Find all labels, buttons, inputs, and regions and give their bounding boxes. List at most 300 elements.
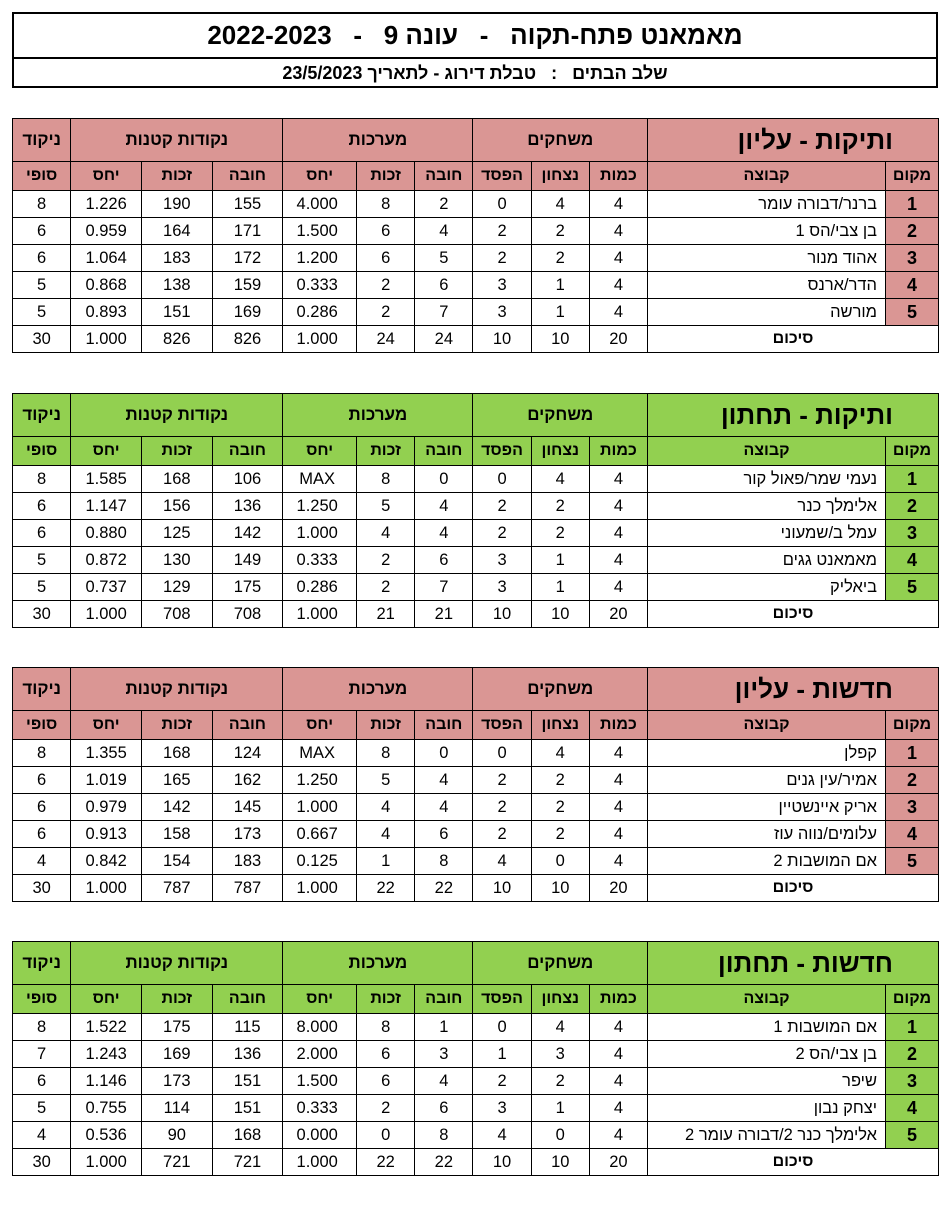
rank-cell: 3 xyxy=(886,520,939,547)
table-subheader-row xyxy=(13,711,939,740)
played-cell: 4 xyxy=(589,466,647,493)
sets-for-cell: 6 xyxy=(357,1068,415,1095)
final-score-cell: 6 xyxy=(13,218,71,245)
table-title: חדשות - עליון xyxy=(648,668,939,711)
sets-against-header: חובה xyxy=(415,437,473,466)
sets-ratio-cell: 0.286 xyxy=(283,574,357,601)
won-cell: 1 xyxy=(531,272,589,299)
points-for-cell: 173 xyxy=(141,1068,212,1095)
sets-against-header: חובה xyxy=(415,162,473,191)
lost-cell: 2 xyxy=(473,493,531,520)
played-header: כמות xyxy=(589,711,647,740)
won-cell: 2 xyxy=(531,245,589,272)
table-subheader-row xyxy=(13,162,939,191)
team-header: קבוצה xyxy=(648,985,886,1014)
sets-against-cell: 8 xyxy=(415,1122,473,1149)
points-ratio-cell: 1.522 xyxy=(71,1014,142,1041)
sets-for-cell: 5 xyxy=(357,767,415,794)
points-ratio-cell: 0.872 xyxy=(71,547,142,574)
lost-cell: 2 xyxy=(473,218,531,245)
rank-cell: 2 xyxy=(886,1041,939,1068)
table-subheader-row xyxy=(13,437,939,466)
score-header-top: ניקוד xyxy=(13,942,71,985)
points-against-cell: 142 xyxy=(212,520,283,547)
rank-cell: 3 xyxy=(886,1068,939,1095)
score-header-top: ניקוד xyxy=(13,119,71,162)
total-won-cell: 10 xyxy=(531,1149,589,1176)
lost-cell: 1 xyxy=(473,1041,531,1068)
points-for-cell: 175 xyxy=(141,1014,212,1041)
sets-against-cell: 6 xyxy=(415,821,473,848)
table-row xyxy=(13,466,939,493)
rank-cell: 5 xyxy=(886,299,939,326)
total-sets-ratio-cell: 1.000 xyxy=(283,326,357,353)
points-against-header: חובה xyxy=(212,711,283,740)
rank-cell: 5 xyxy=(886,848,939,875)
points-against-cell: 115 xyxy=(212,1014,283,1041)
table-row xyxy=(13,272,939,299)
final-score-cell: 5 xyxy=(13,272,71,299)
points-ratio-cell: 0.755 xyxy=(71,1095,142,1122)
sets-against-cell: 4 xyxy=(415,520,473,547)
final-score-cell: 5 xyxy=(13,1095,71,1122)
team-name: בן צבי/הס 1 xyxy=(648,218,886,245)
table-row xyxy=(13,821,939,848)
sets-ratio-header: יחס xyxy=(283,437,357,466)
sets-ratio-header: יחס xyxy=(283,162,357,191)
lost-header: הפסד xyxy=(473,437,531,466)
rank-cell: 4 xyxy=(886,1095,939,1122)
total-points-ratio-cell: 1.000 xyxy=(71,875,142,902)
sets-ratio-cell: 1.000 xyxy=(283,794,357,821)
sets-for-cell: 2 xyxy=(357,272,415,299)
total-final-score-cell: 30 xyxy=(13,601,71,628)
total-lost-cell: 10 xyxy=(473,326,531,353)
total-sets-against-cell: 22 xyxy=(415,1149,473,1176)
team-name: עמל ב/שמעוני xyxy=(648,520,886,547)
table-header-row xyxy=(13,668,939,711)
won-cell: 4 xyxy=(531,466,589,493)
team-name: ביאליק xyxy=(648,574,886,601)
table-row xyxy=(13,794,939,821)
standings-table xyxy=(12,393,939,628)
total-row xyxy=(13,326,939,353)
total-sets-ratio-cell: 1.000 xyxy=(283,601,357,628)
team-header: קבוצה xyxy=(648,437,886,466)
team-name: עלומים/נווה עוז xyxy=(648,821,886,848)
final-score-cell: 8 xyxy=(13,740,71,767)
table-title: ותיקות - עליון xyxy=(648,119,939,162)
total-points-against-cell: 826 xyxy=(212,326,283,353)
points-against-cell: 171 xyxy=(212,218,283,245)
sets-ratio-cell: 2.000 xyxy=(283,1041,357,1068)
points-for-cell: 142 xyxy=(141,794,212,821)
sets-against-cell: 4 xyxy=(415,493,473,520)
points-ratio-cell: 0.868 xyxy=(71,272,142,299)
won-header: נצחון xyxy=(531,162,589,191)
table-row xyxy=(13,218,939,245)
table-row xyxy=(13,245,939,272)
sets-ratio-cell: 0.286 xyxy=(283,299,357,326)
total-points-ratio-cell: 1.000 xyxy=(71,326,142,353)
lost-cell: 3 xyxy=(473,547,531,574)
team-name: בן צבי/הס 2 xyxy=(648,1041,886,1068)
sets-for-cell: 4 xyxy=(357,520,415,547)
team-name: הדר/ארנס xyxy=(648,272,886,299)
total-lost-cell: 10 xyxy=(473,875,531,902)
table-header-row xyxy=(13,394,939,437)
points-against-cell: 162 xyxy=(212,767,283,794)
points-against-cell: 151 xyxy=(212,1068,283,1095)
played-cell: 4 xyxy=(589,547,647,574)
total-row xyxy=(13,1149,939,1176)
team-name: אם המושבות 2 xyxy=(648,848,886,875)
points-ratio-cell: 0.536 xyxy=(71,1122,142,1149)
points-ratio-header: יחס xyxy=(71,985,142,1014)
team-header: קבוצה xyxy=(648,711,886,740)
sets-against-cell: 0 xyxy=(415,740,473,767)
sets-against-cell: 7 xyxy=(415,299,473,326)
sets-ratio-cell: 4.000 xyxy=(283,191,357,218)
won-cell: 2 xyxy=(531,794,589,821)
won-cell: 2 xyxy=(531,767,589,794)
points-ratio-cell: 1.147 xyxy=(71,493,142,520)
points-against-cell: 136 xyxy=(212,493,283,520)
sets-against-cell: 1 xyxy=(415,1014,473,1041)
points-ratio-cell: 0.842 xyxy=(71,848,142,875)
table-row xyxy=(13,493,939,520)
played-cell: 4 xyxy=(589,1122,647,1149)
sets-against-cell: 6 xyxy=(415,547,473,574)
points-against-cell: 183 xyxy=(212,848,283,875)
sets-against-cell: 4 xyxy=(415,794,473,821)
points-for-header: זכות xyxy=(141,437,212,466)
sets-for-cell: 4 xyxy=(357,821,415,848)
total-row xyxy=(13,875,939,902)
total-won-cell: 10 xyxy=(531,601,589,628)
final-score-cell: 5 xyxy=(13,547,71,574)
rank-cell: 1 xyxy=(886,191,939,218)
points-ratio-cell: 1.355 xyxy=(71,740,142,767)
sets-ratio-cell: 0.667 xyxy=(283,821,357,848)
lost-cell: 0 xyxy=(473,1014,531,1041)
total-lost-cell: 10 xyxy=(473,1149,531,1176)
lost-cell: 0 xyxy=(473,740,531,767)
final-score-cell: 4 xyxy=(13,848,71,875)
sets-against-cell: 5 xyxy=(415,245,473,272)
points-ratio-cell: 0.737 xyxy=(71,574,142,601)
table-title: חדשות - תחתון xyxy=(648,942,939,985)
total-sets-for-cell: 22 xyxy=(357,875,415,902)
points-against-cell: 151 xyxy=(212,1095,283,1122)
score-header-top: ניקוד xyxy=(13,394,71,437)
played-cell: 4 xyxy=(589,574,647,601)
final-score-cell: 6 xyxy=(13,821,71,848)
sets-ratio-cell: 1.250 xyxy=(283,493,357,520)
played-header: כמות xyxy=(589,437,647,466)
lost-cell: 3 xyxy=(473,272,531,299)
points-against-cell: 136 xyxy=(212,1041,283,1068)
rank-cell: 1 xyxy=(886,466,939,493)
sets-against-cell: 4 xyxy=(415,767,473,794)
points-for-cell: 130 xyxy=(141,547,212,574)
total-lost-cell: 10 xyxy=(473,601,531,628)
final-score-cell: 4 xyxy=(13,1122,71,1149)
sets-ratio-cell: 1.500 xyxy=(283,1068,357,1095)
played-cell: 4 xyxy=(589,218,647,245)
sets-ratio-cell: MAX xyxy=(283,740,357,767)
team-name: אהוד מנור xyxy=(648,245,886,272)
won-cell: 0 xyxy=(531,1122,589,1149)
points-ratio-cell: 0.913 xyxy=(71,821,142,848)
played-cell: 4 xyxy=(589,767,647,794)
total-final-score-cell: 30 xyxy=(13,326,71,353)
sets-for-header: זכות xyxy=(357,162,415,191)
page-title: מאמאנט פתח-תקוה - עונה 9 - 2022-2023 xyxy=(12,12,938,59)
table-header-row xyxy=(13,942,939,985)
lost-cell: 2 xyxy=(473,1068,531,1095)
points-for-cell: 164 xyxy=(141,218,212,245)
games-group-header: משחקים xyxy=(473,394,648,437)
place-header: מקום xyxy=(886,985,939,1014)
points-against-cell: 145 xyxy=(212,794,283,821)
sets-for-header: זכות xyxy=(357,437,415,466)
sets-for-cell: 8 xyxy=(357,191,415,218)
points-against-header: חובה xyxy=(212,162,283,191)
points-group-header: נקודות קטנות xyxy=(71,942,283,985)
final-score-cell: 6 xyxy=(13,493,71,520)
sets-for-cell: 6 xyxy=(357,218,415,245)
points-against-cell: 149 xyxy=(212,547,283,574)
sets-for-cell: 2 xyxy=(357,299,415,326)
table-row xyxy=(13,767,939,794)
sets-ratio-cell: 1.000 xyxy=(283,520,357,547)
total-final-score-cell: 30 xyxy=(13,875,71,902)
points-against-cell: 172 xyxy=(212,245,283,272)
sets-for-cell: 8 xyxy=(357,1014,415,1041)
table-row xyxy=(13,520,939,547)
lost-cell: 2 xyxy=(473,520,531,547)
total-label: סיכום xyxy=(648,875,939,902)
final-score-cell: 6 xyxy=(13,794,71,821)
sets-ratio-cell: MAX xyxy=(283,466,357,493)
total-sets-ratio-cell: 1.000 xyxy=(283,1149,357,1176)
points-for-cell: 114 xyxy=(141,1095,212,1122)
lost-cell: 4 xyxy=(473,1122,531,1149)
place-header: מקום xyxy=(886,162,939,191)
total-sets-for-cell: 24 xyxy=(357,326,415,353)
sets-against-cell: 0 xyxy=(415,466,473,493)
total-points-for-cell: 826 xyxy=(141,326,212,353)
points-for-header: זכות xyxy=(141,162,212,191)
sets-for-cell: 2 xyxy=(357,547,415,574)
rank-cell: 4 xyxy=(886,272,939,299)
total-sets-ratio-cell: 1.000 xyxy=(283,875,357,902)
points-against-cell: 159 xyxy=(212,272,283,299)
sets-ratio-cell: 1.500 xyxy=(283,218,357,245)
table-row xyxy=(13,1068,939,1095)
lost-cell: 2 xyxy=(473,767,531,794)
final-score-cell: 6 xyxy=(13,245,71,272)
score-header-bottom: סופי xyxy=(13,437,71,466)
team-name: אלימלך כנר 2/דבורה עומר 2 xyxy=(648,1122,886,1149)
lost-header: הפסד xyxy=(473,711,531,740)
points-against-cell: 175 xyxy=(212,574,283,601)
sets-group-header: מערכות xyxy=(283,119,473,162)
sets-for-cell: 2 xyxy=(357,574,415,601)
total-final-score-cell: 30 xyxy=(13,1149,71,1176)
points-ratio-header: יחס xyxy=(71,711,142,740)
points-ratio-cell: 1.585 xyxy=(71,466,142,493)
sets-for-cell: 6 xyxy=(357,1041,415,1068)
played-header: כמות xyxy=(589,985,647,1014)
won-cell: 1 xyxy=(531,1095,589,1122)
sets-against-cell: 8 xyxy=(415,848,473,875)
played-cell: 4 xyxy=(589,191,647,218)
lost-cell: 3 xyxy=(473,1095,531,1122)
standings-table xyxy=(12,118,939,353)
team-name: מורשה xyxy=(648,299,886,326)
lost-cell: 0 xyxy=(473,191,531,218)
points-for-cell: 165 xyxy=(141,767,212,794)
lost-cell: 2 xyxy=(473,821,531,848)
team-name: אלימלך כנר xyxy=(648,493,886,520)
sets-for-cell: 2 xyxy=(357,1095,415,1122)
games-group-header: משחקים xyxy=(473,942,648,985)
lost-cell: 2 xyxy=(473,794,531,821)
points-ratio-cell: 0.959 xyxy=(71,218,142,245)
score-header-top: ניקוד xyxy=(13,668,71,711)
table-subheader-row xyxy=(13,985,939,1014)
sets-group-header: מערכות xyxy=(283,942,473,985)
won-cell: 1 xyxy=(531,574,589,601)
lost-cell: 2 xyxy=(473,245,531,272)
sets-ratio-cell: 0.125 xyxy=(283,848,357,875)
table-row xyxy=(13,848,939,875)
rank-cell: 2 xyxy=(886,218,939,245)
sets-against-cell: 4 xyxy=(415,1068,473,1095)
points-for-cell: 156 xyxy=(141,493,212,520)
played-cell: 4 xyxy=(589,740,647,767)
sets-for-cell: 8 xyxy=(357,466,415,493)
points-against-cell: 155 xyxy=(212,191,283,218)
points-against-cell: 173 xyxy=(212,821,283,848)
table-row xyxy=(13,574,939,601)
rank-cell: 1 xyxy=(886,740,939,767)
points-ratio-cell: 1.226 xyxy=(71,191,142,218)
total-played-cell: 20 xyxy=(589,1149,647,1176)
played-cell: 4 xyxy=(589,245,647,272)
sets-for-cell: 6 xyxy=(357,245,415,272)
team-name: מאמאנט גגים xyxy=(648,547,886,574)
won-cell: 2 xyxy=(531,1068,589,1095)
lost-cell: 3 xyxy=(473,299,531,326)
team-name: אריק איינשטיין xyxy=(648,794,886,821)
total-sets-against-cell: 21 xyxy=(415,601,473,628)
points-ratio-cell: 1.064 xyxy=(71,245,142,272)
sets-for-header: זכות xyxy=(357,985,415,1014)
sets-against-cell: 4 xyxy=(415,218,473,245)
rank-cell: 4 xyxy=(886,821,939,848)
team-name: אמיר/עין גנים xyxy=(648,767,886,794)
sets-group-header: מערכות xyxy=(283,668,473,711)
sets-against-cell: 2 xyxy=(415,191,473,218)
sets-for-cell: 8 xyxy=(357,740,415,767)
total-won-cell: 10 xyxy=(531,875,589,902)
points-ratio-cell: 0.893 xyxy=(71,299,142,326)
won-cell: 1 xyxy=(531,299,589,326)
team-name: יצחק נבון xyxy=(648,1095,886,1122)
page-subtitle: שלב הבתים : טבלת דירוג - לתאריך 23/5/2023 xyxy=(12,57,938,88)
points-for-cell: 168 xyxy=(141,466,212,493)
total-played-cell: 20 xyxy=(589,326,647,353)
total-played-cell: 20 xyxy=(589,601,647,628)
sets-against-header: חובה xyxy=(415,985,473,1014)
table-row xyxy=(13,1095,939,1122)
points-group-header: נקודות קטנות xyxy=(71,394,283,437)
won-cell: 2 xyxy=(531,821,589,848)
total-label: סיכום xyxy=(648,601,939,628)
points-ratio-cell: 1.019 xyxy=(71,767,142,794)
total-points-against-cell: 708 xyxy=(212,601,283,628)
final-score-cell: 5 xyxy=(13,574,71,601)
rank-cell: 2 xyxy=(886,767,939,794)
points-for-cell: 151 xyxy=(141,299,212,326)
team-header: קבוצה xyxy=(648,162,886,191)
table-row xyxy=(13,299,939,326)
points-ratio-cell: 1.243 xyxy=(71,1041,142,1068)
won-cell: 0 xyxy=(531,848,589,875)
total-row xyxy=(13,601,939,628)
points-for-cell: 158 xyxy=(141,821,212,848)
won-header: נצחון xyxy=(531,985,589,1014)
points-for-cell: 168 xyxy=(141,740,212,767)
score-header-bottom: סופי xyxy=(13,162,71,191)
sets-against-cell: 6 xyxy=(415,272,473,299)
games-group-header: משחקים xyxy=(473,668,648,711)
total-label: סיכום xyxy=(648,1149,939,1176)
total-points-against-cell: 721 xyxy=(212,1149,283,1176)
points-ratio-header: יחס xyxy=(71,437,142,466)
team-name: שיפר xyxy=(648,1068,886,1095)
sets-for-cell: 1 xyxy=(357,848,415,875)
rank-cell: 5 xyxy=(886,574,939,601)
rank-cell: 3 xyxy=(886,794,939,821)
total-points-for-cell: 721 xyxy=(141,1149,212,1176)
total-sets-for-cell: 21 xyxy=(357,601,415,628)
won-cell: 4 xyxy=(531,740,589,767)
final-score-cell: 8 xyxy=(13,191,71,218)
sets-against-cell: 7 xyxy=(415,574,473,601)
points-for-cell: 138 xyxy=(141,272,212,299)
points-group-header: נקודות קטנות xyxy=(71,668,283,711)
team-name: נעמי שמר/פאול קור xyxy=(648,466,886,493)
played-cell: 4 xyxy=(589,1068,647,1095)
total-points-ratio-cell: 1.000 xyxy=(71,601,142,628)
points-against-header: חובה xyxy=(212,985,283,1014)
points-for-cell: 129 xyxy=(141,574,212,601)
final-score-cell: 6 xyxy=(13,520,71,547)
won-cell: 2 xyxy=(531,520,589,547)
played-cell: 4 xyxy=(589,794,647,821)
played-cell: 4 xyxy=(589,1041,647,1068)
won-cell: 2 xyxy=(531,493,589,520)
sets-group-header: מערכות xyxy=(283,394,473,437)
sets-ratio-cell: 1.250 xyxy=(283,767,357,794)
sets-ratio-cell: 0.000 xyxy=(283,1122,357,1149)
rank-cell: 2 xyxy=(886,493,939,520)
won-header: נצחון xyxy=(531,437,589,466)
